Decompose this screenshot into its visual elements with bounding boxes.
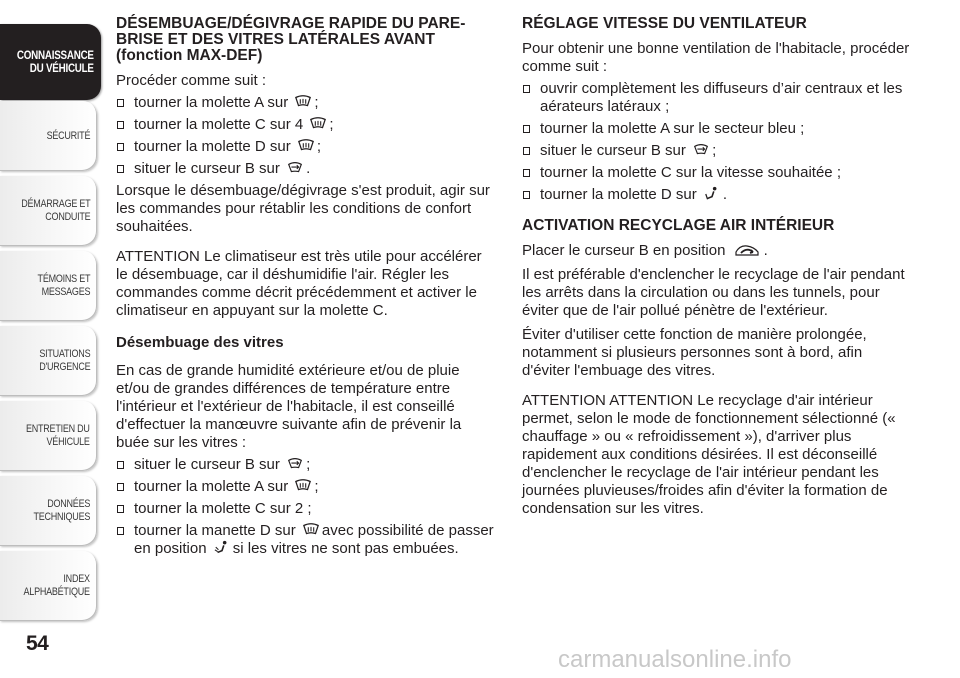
list-item bbox=[116, 522, 496, 558]
recycle-text: Placer le curseur B en position bbox=[522, 242, 726, 259]
tab-situations-d-urgence[interactable] bbox=[0, 326, 97, 396]
tab-label: INDEX ALPHABÉTIQUE bbox=[23, 573, 90, 598]
ventilation-steps bbox=[522, 80, 912, 204]
windshield-defrost-icon bbox=[294, 94, 312, 110]
outside-air-icon bbox=[692, 142, 710, 158]
desembuage-steps bbox=[116, 456, 496, 558]
checkbox-bullet-icon bbox=[117, 143, 124, 151]
checkbox-bullet-icon bbox=[117, 121, 124, 129]
checkbox-bullet-icon bbox=[523, 85, 530, 93]
list-item bbox=[116, 94, 496, 112]
outside-air-icon bbox=[286, 456, 304, 472]
attention-note: ATTENTION Le climatiseur est très utile pour accélérer le désembuage, car il déshumidifie l'air. Régler les commandes comme décrit précédemment et activer le climatiseur en appuyant sur la molette C. bbox=[116, 248, 482, 319]
tab-index-alphabetique[interactable] bbox=[0, 551, 97, 621]
checkbox-bullet-icon bbox=[523, 125, 530, 133]
checkbox-bullet-icon bbox=[117, 461, 124, 469]
step-text: tourner la manette D sur bbox=[134, 522, 296, 539]
page-number: 54 bbox=[26, 632, 49, 655]
step-suffix: . bbox=[306, 160, 311, 177]
tab-demarrage-et-conduite[interactable] bbox=[0, 176, 97, 246]
tab-label: TÉMOINS ET MESSAGES bbox=[37, 273, 90, 298]
list-item bbox=[522, 164, 912, 182]
checkbox-bullet-icon bbox=[523, 147, 530, 155]
left-column bbox=[116, 16, 496, 558]
step-text: tourner la molette C sur la vitesse souhaitée ; bbox=[540, 164, 841, 181]
step-text: tourner la molette A sur bbox=[134, 478, 289, 495]
tab-temoins-et-messages[interactable] bbox=[0, 251, 97, 321]
desembuage-text: En cas de grande humidité extérieure et/ou de pluie et/ou de grandes différences de température entre l'intérieur et l'extérieur de l'habitacle, il est conseillé d'effectuer la manœuvre suivante afin de prévenir la buée sur les vitres : bbox=[116, 362, 462, 451]
tab-label: SITUATIONS D'URGENCE bbox=[38, 348, 90, 373]
step-suffix: ; bbox=[712, 142, 717, 159]
section-heading-ventilateur: RÉGLAGE VITESSE DU VENTILATEUR bbox=[522, 15, 807, 32]
step-suffix: . bbox=[722, 186, 728, 203]
list-item bbox=[116, 500, 496, 518]
recycle-paragraph-1: Il est préférable d'enclencher le recyclage de l'air pendant les arrêts dans la circulation ou dans les tunnels, pour éviter que de l'air pollué pénètre de l'extérieur. bbox=[522, 266, 905, 319]
step-text: situer le curseur B sur bbox=[134, 160, 280, 177]
step-text: situer le curseur B sur bbox=[540, 142, 686, 159]
recycle-paragraph-2: Éviter d'utiliser cette fonction de manière prolongée, notamment si plusieurs personnes sont à bord, afin d'éviter l'embuage des vitres. bbox=[522, 326, 867, 379]
subheading-desembuage: Désembuage des vitres bbox=[116, 334, 284, 351]
list-item bbox=[116, 478, 496, 496]
tab-securite[interactable] bbox=[0, 101, 97, 171]
recycle-suffix: . bbox=[763, 242, 768, 259]
max-def-steps bbox=[116, 94, 496, 178]
tab-label: CONNAISSANCE DU VÉHICULE bbox=[17, 48, 94, 75]
list-item bbox=[116, 116, 496, 134]
step-suffix: ; bbox=[314, 94, 319, 111]
step-suffix: ; bbox=[329, 116, 334, 133]
recycle-instruction bbox=[522, 242, 912, 260]
list-item bbox=[116, 138, 496, 156]
list-item bbox=[522, 142, 912, 160]
section-heading-recyclage: ACTIVATION RECYCLAGE AIR INTÉRIEUR bbox=[522, 217, 835, 234]
step-suffix: ; bbox=[316, 138, 322, 155]
step-text: tourner la molette C sur 4 bbox=[134, 116, 304, 133]
tab-entretien-du-vehicule[interactable] bbox=[0, 401, 97, 471]
list-item bbox=[116, 456, 496, 474]
outside-air-icon bbox=[286, 160, 304, 176]
chapter-sidebar bbox=[0, 0, 101, 678]
step-text-middle: avec possibilité de passer en position bbox=[134, 522, 494, 557]
windshield-defrost-icon bbox=[309, 116, 327, 132]
list-item bbox=[522, 186, 912, 204]
step-text: situer le curseur B sur bbox=[134, 456, 280, 473]
checkbox-bullet-icon bbox=[117, 527, 124, 535]
checkbox-bullet-icon bbox=[523, 191, 530, 199]
air-recirculation-icon bbox=[732, 242, 762, 258]
list-item bbox=[522, 120, 912, 138]
tab-label: DONNÉES TECHNIQUES bbox=[33, 498, 90, 523]
tab-label: DÉMARRAGE ET CONDUITE bbox=[20, 198, 90, 223]
step-text: tourner la molette C sur 2 ; bbox=[134, 500, 312, 517]
step-text: tourner la molette D sur bbox=[134, 138, 291, 155]
feet-windshield-vent-icon bbox=[213, 540, 231, 556]
list-item bbox=[116, 160, 496, 178]
checkbox-bullet-icon bbox=[117, 165, 124, 173]
list-item bbox=[522, 80, 912, 116]
tab-connaissance-du-vehicule[interactable] bbox=[0, 24, 101, 100]
section-heading-max-def: DÉSEMBUAGE/DÉGIVRAGE RAPIDE DU PARE-BRISE ET DES VITRES LATÉRALES AVANT (fonction MAX-DEF) bbox=[116, 15, 466, 64]
ventilation-intro: Pour obtenir une bonne ventilation de l'habitacle, procéder comme suit : bbox=[522, 40, 910, 75]
checkbox-bullet-icon bbox=[523, 169, 530, 177]
windshield-defrost-icon bbox=[294, 478, 312, 494]
feet-vent-icon bbox=[703, 186, 721, 202]
right-column bbox=[522, 16, 912, 518]
step-text: ouvrir complètement les diffuseurs d’air centraux et les aérateurs latéraux ; bbox=[540, 80, 903, 115]
step-text: tourner la molette A sur bbox=[134, 94, 289, 111]
step-text: tourner la molette D sur bbox=[540, 186, 697, 203]
watermark-text: carmanualsonline.info bbox=[558, 646, 792, 673]
tab-donnees-techniques[interactable] bbox=[0, 476, 97, 546]
step-suffix: ; bbox=[306, 456, 311, 473]
checkbox-bullet-icon bbox=[117, 505, 124, 513]
tab-label: ENTRETIEN DU VÉHICULE bbox=[26, 423, 90, 448]
step-text-tail: si les vitres ne sont pas embuées. bbox=[232, 540, 459, 557]
tab-label: SÉCURITÉ bbox=[46, 129, 90, 142]
intro-text: Procéder comme suit : bbox=[116, 72, 267, 89]
windshield-defrost-icon bbox=[302, 522, 320, 538]
windshield-defrost-icon bbox=[297, 138, 315, 154]
checkbox-bullet-icon bbox=[117, 99, 124, 107]
checkbox-bullet-icon bbox=[117, 483, 124, 491]
recycle-attention-note: ATTENTION ATTENTION Le recyclage d'air intérieur permet, selon le mode de fonctionnement sélectionné (« chauffage » ou « refroidissement »), d'arriver plus rapidement aux conditions désirées. Il est déconseillé d'enclencher le recyclage de l'air intérieur pendant les journées pluvieuses/froides afin d'éviter la formation de condensation sur les vitres. bbox=[522, 392, 896, 517]
step-text: tourner la molette A sur le secteur bleu ; bbox=[540, 120, 805, 137]
after-steps-text: Lorsque le désembuage/dégivrage s'est produit, agir sur les commandes pour rétablir les conditions de confort souhaitées. bbox=[116, 182, 490, 235]
step-suffix: ; bbox=[314, 478, 319, 495]
